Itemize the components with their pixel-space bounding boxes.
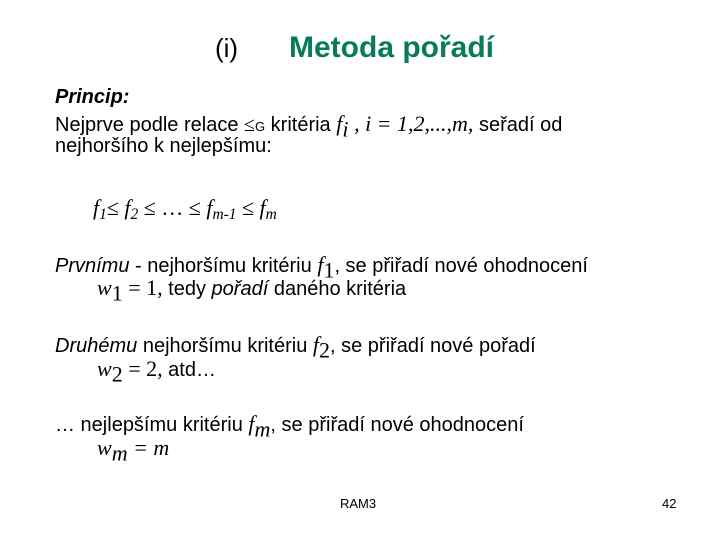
principle-line-2: nejhoršího k nejlepšímu: [55, 135, 272, 157]
last-f-sub: m [254, 416, 271, 442]
first-tail-c: daného kritéria [273, 278, 407, 300]
first-line-1 [55, 252, 588, 283]
second-w: w [97, 356, 112, 381]
formula-f1: f [93, 195, 100, 220]
criterion-f: f [336, 111, 343, 136]
last-f: f [248, 411, 255, 436]
last-eq: = m [127, 435, 170, 460]
principle-heading: Princip: [55, 86, 130, 108]
last-lead: … nejlepšímu kritériu [55, 414, 249, 436]
last-rest: , se přiřadí nové ohodnocení [270, 414, 524, 436]
formula-sub1: 1 [99, 205, 107, 223]
last-w: w [97, 435, 112, 460]
first-lead: Prvnímu [55, 255, 130, 277]
second-rest: , se přiřadí nové pořadí [330, 335, 536, 357]
first-w-sub: 1 [111, 280, 123, 306]
last-w-sub: m [111, 440, 128, 466]
formula-le3: ≤ [241, 195, 255, 220]
relation-subscript: G [254, 119, 266, 134]
index-range: , i = 1,2,...,m, [354, 111, 474, 136]
first-w: w [97, 275, 112, 300]
principle-text-a: Nejprve podle relace [55, 114, 239, 136]
second-f-sub: 2 [319, 337, 331, 363]
title-number: (i) [215, 33, 239, 63]
first-text: - nejhoršímu kritériu [129, 255, 318, 277]
formula-f4: f [259, 195, 266, 220]
first-rest: , se přiřadí nové ohodnocení [334, 255, 588, 277]
first-line-2 [97, 275, 407, 306]
last-line-2 [97, 435, 170, 466]
first-f: f [317, 252, 324, 277]
formula-le1: ≤ [106, 195, 119, 220]
second-f: f [312, 332, 320, 357]
first-tail-a: tedy [168, 278, 206, 300]
second-eq: = 2, [122, 356, 163, 381]
first-f-sub: 1 [323, 257, 335, 283]
second-tail: atd… [168, 359, 216, 381]
criterion-index: i [342, 116, 349, 142]
second-w-sub: 2 [111, 361, 123, 387]
second-line-1 [55, 332, 536, 363]
principle-text-b: kritéria [270, 114, 331, 136]
first-tail-b: pořadí [211, 278, 269, 300]
second-line-2 [97, 356, 216, 387]
formula-le2: ≤ … ≤ [143, 195, 201, 220]
formula-f3: f [206, 195, 213, 220]
slide-title: Metoda pořadí [289, 31, 495, 64]
formula-sub2: 2 [130, 205, 139, 223]
ordering-formula [93, 195, 277, 221]
second-lead: Druhému [55, 335, 138, 357]
footer-label: RAM3 [340, 496, 377, 511]
relation-symbol: ≤ [244, 114, 255, 136]
formula-sub3: m-1 [212, 205, 237, 223]
formula-sub4: m [265, 205, 277, 223]
formula-f2: f [124, 195, 131, 220]
second-text: nejhoršímu kritériu [137, 335, 313, 357]
page-number: 42 [662, 496, 677, 511]
principle-text-c: seřadí od [478, 114, 563, 136]
first-eq: = 1, [122, 275, 163, 300]
last-line-1 [55, 411, 524, 442]
